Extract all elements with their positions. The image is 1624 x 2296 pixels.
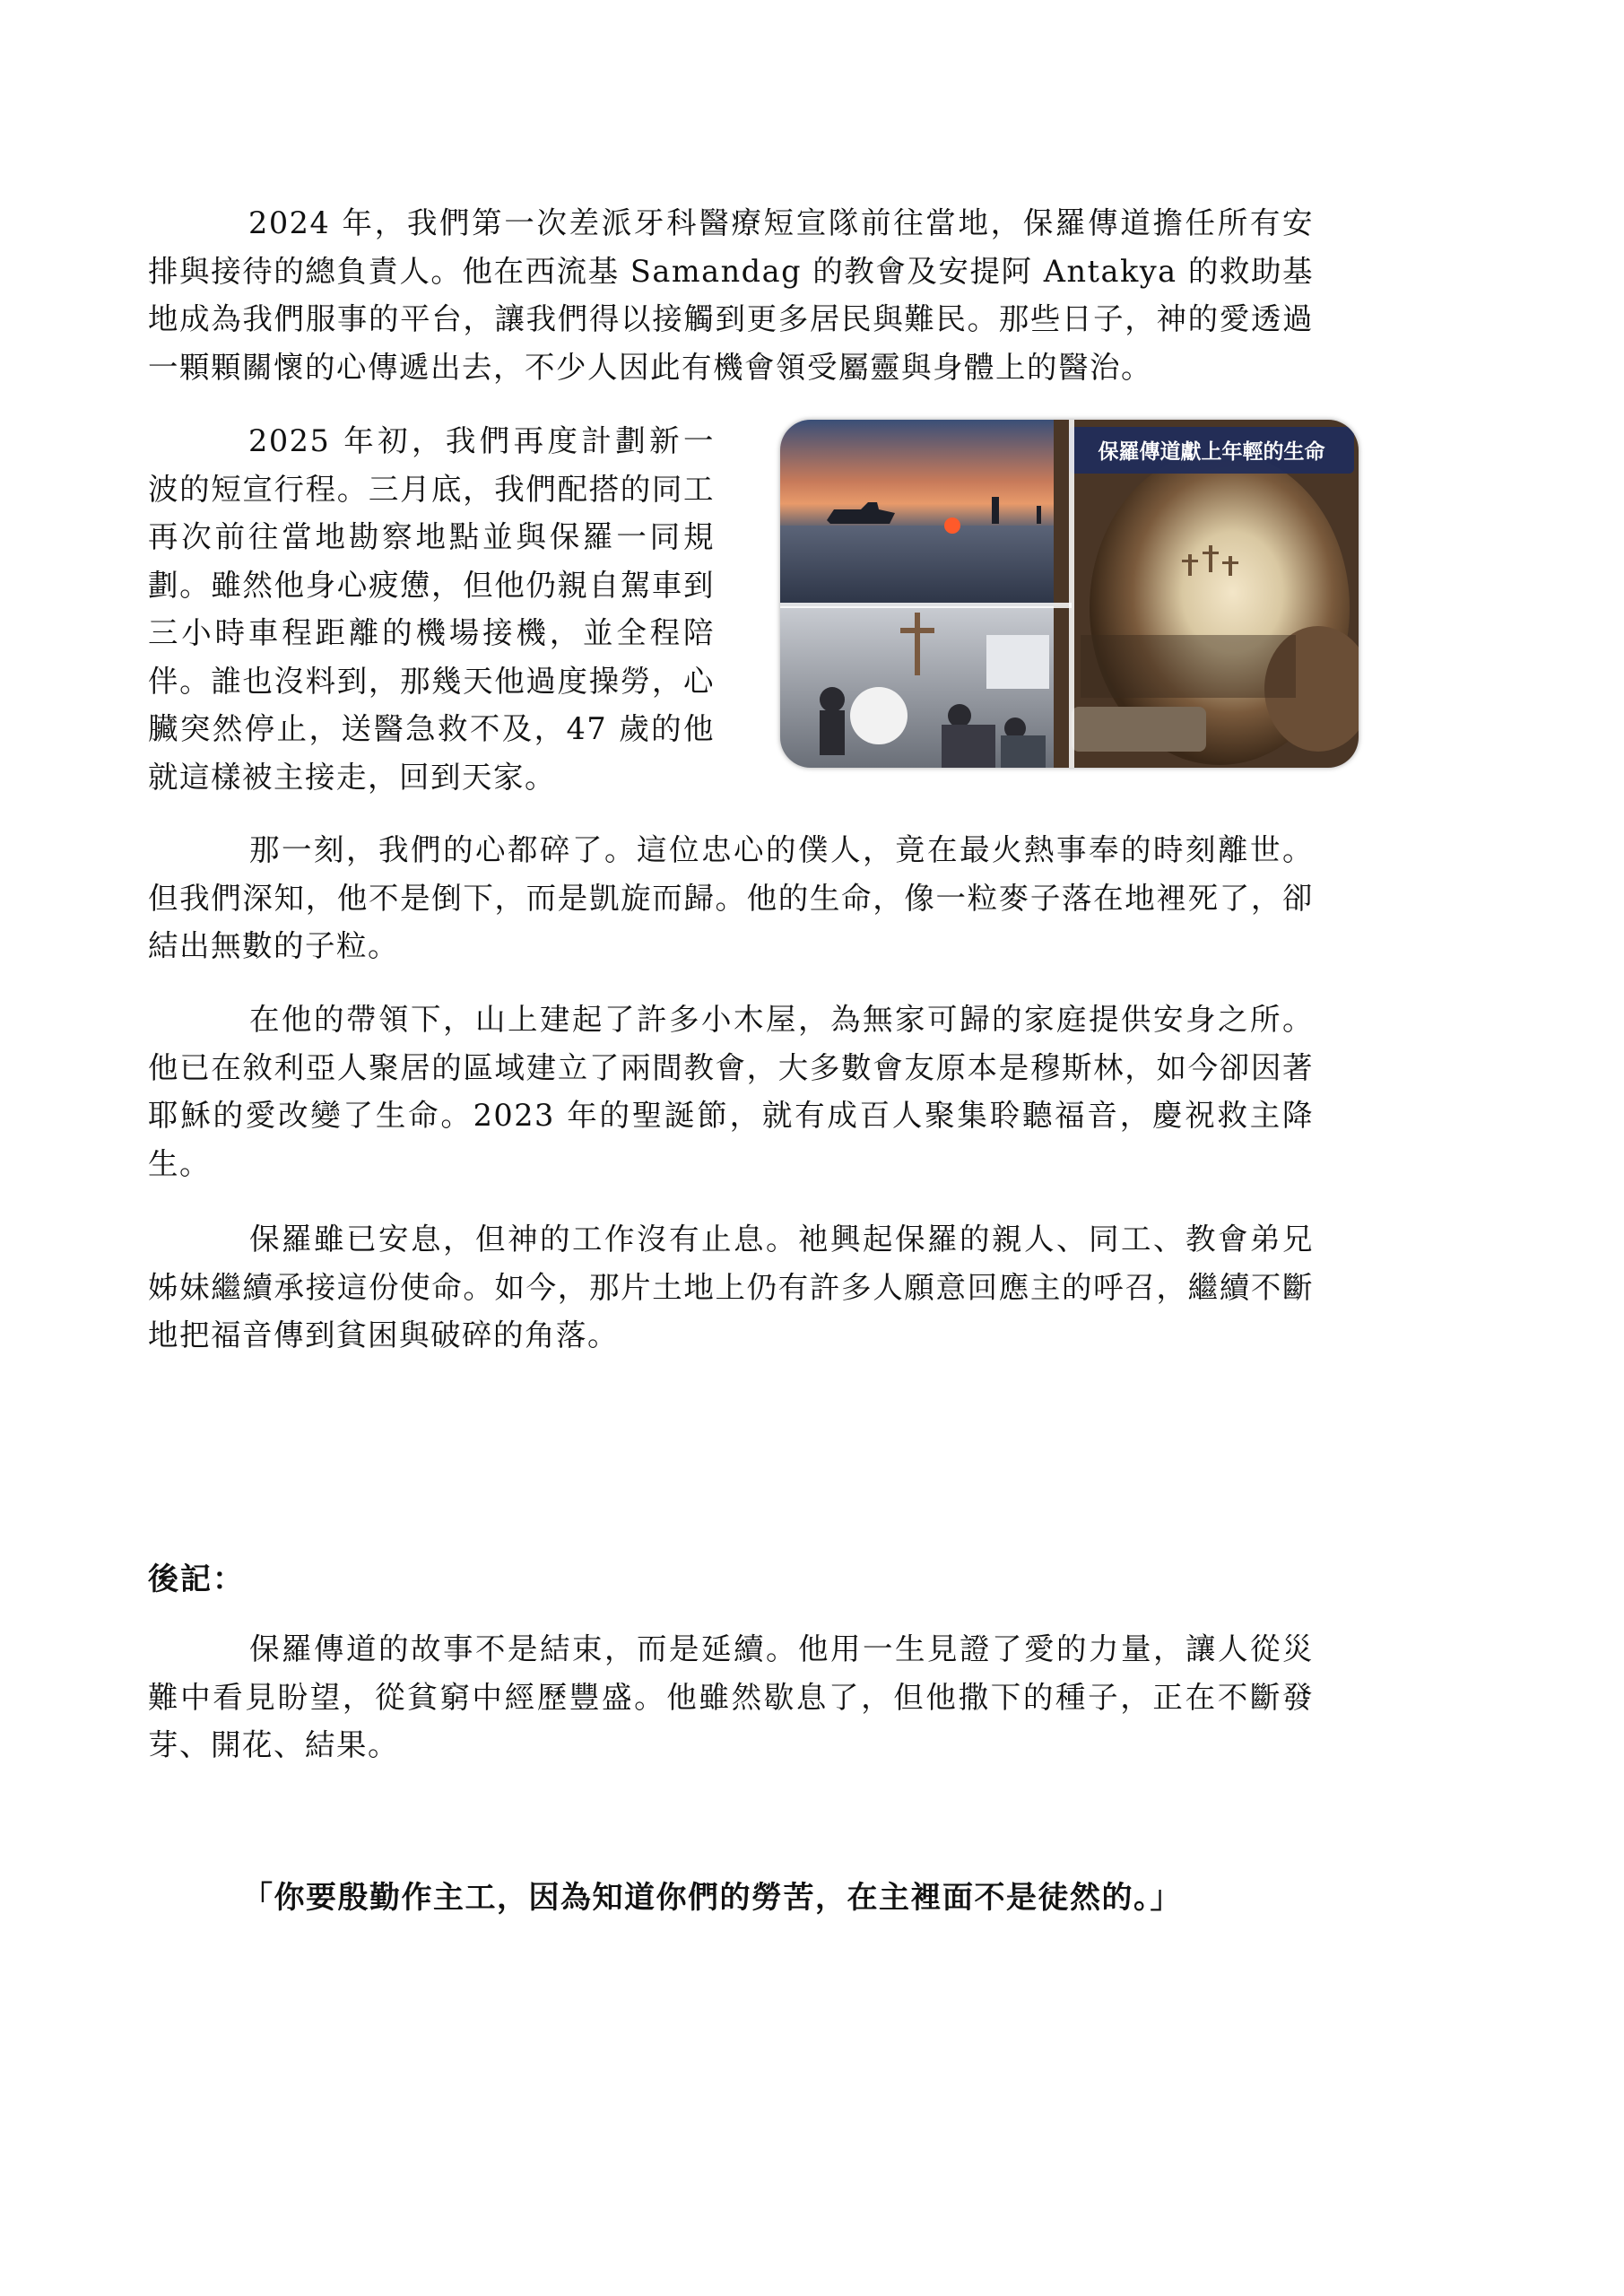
collage-graphic bbox=[780, 420, 1359, 768]
postscript-paragraph bbox=[148, 1625, 1314, 1770]
paragraph-3-text: 那一刻，我們的心都碎了。這位忠心的僕人，竟在最火熱事奉的時刻離世。但我們深知，他不是倒下，而是凱旋而歸。他的生命，像一粒麥子落在地裡死了，卻結出無數的子粒。 bbox=[148, 832, 1314, 963]
paragraph-3 bbox=[148, 826, 1314, 970]
paragraph-1 bbox=[148, 199, 1314, 391]
paragraph-4 bbox=[148, 996, 1314, 1187]
sunset-photo bbox=[780, 420, 1072, 606]
paragraph-2-text: 2025 年初，我們再度計劃新一波的短宣行程。三月底，我們配搭的同工再次前往當地勘察地點並與保羅一同規劃。雖然他身心疲憊，但他仍親自駕車到三小時車程距離的機場接機，並全程陪伴。誰也沒料到，那幾天他過度操勞，心臟突然停止，送醫急救不及，47 歲的他就這樣被主接走，回到天家。 bbox=[148, 423, 715, 795]
paragraph-2 bbox=[148, 417, 715, 801]
paragraph-4-text: 在他的帶領下，山上建起了許多小木屋，為無家可歸的家庭提供安身之所。他已在敘利亞人聚居的區域建立了兩間教會，大多數會友原本是穆斯林，如今卻因著耶穌的愛改變了生命。2023 年的聖誕節，就有成百人聚集聆聽福音，慶祝救主降生。 bbox=[148, 1002, 1314, 1181]
paragraph-1-text: 2024 年，我們第一次差派牙科醫療短宣隊前往當地，保羅傳道擔任所有安排與接待的總負責人。他在西流基 Samandag 的教會及安提阿 Antakya 的救助基地成為我們服事的平台，讓我們得以接觸到更多居民與難民。那些日子，神的愛透過一顆顆關懷的心傳遞出去，不少人因此有機會領受屬靈與身體上的醫治。 bbox=[148, 205, 1314, 385]
church-photo bbox=[780, 606, 1054, 768]
scripture-quote: 「你要殷勤作主工，因為知道你們的勞苦，在主裡面不是徒然的。」 bbox=[242, 1880, 1182, 1916]
postscript-heading: 後記： bbox=[148, 1561, 245, 1597]
postscript-paragraph-text: 保羅傳道的故事不是結束，而是延續。他用一生見證了愛的力量，讓人從災難中看見盼望，從貧窮中經歷豐盛。他雖然歇息了，但他撒下的種子，正在不斷發芽、開花、結果。 bbox=[148, 1631, 1314, 1762]
photo-collage bbox=[780, 420, 1359, 768]
paragraph-5 bbox=[148, 1215, 1314, 1360]
collage-banner-text: 保羅傳道獻上年輕的生命 bbox=[1098, 439, 1325, 464]
paragraph-5-text: 保羅雖已安息，但神的工作沒有止息。祂興起保羅的親人、同工、教會弟兄姊妹繼續承接這份使命。如今，那片土地上仍有許多人願意回應主的呼召，繼續不斷地把福音傳到貧困與破碎的角落。 bbox=[148, 1222, 1314, 1352]
